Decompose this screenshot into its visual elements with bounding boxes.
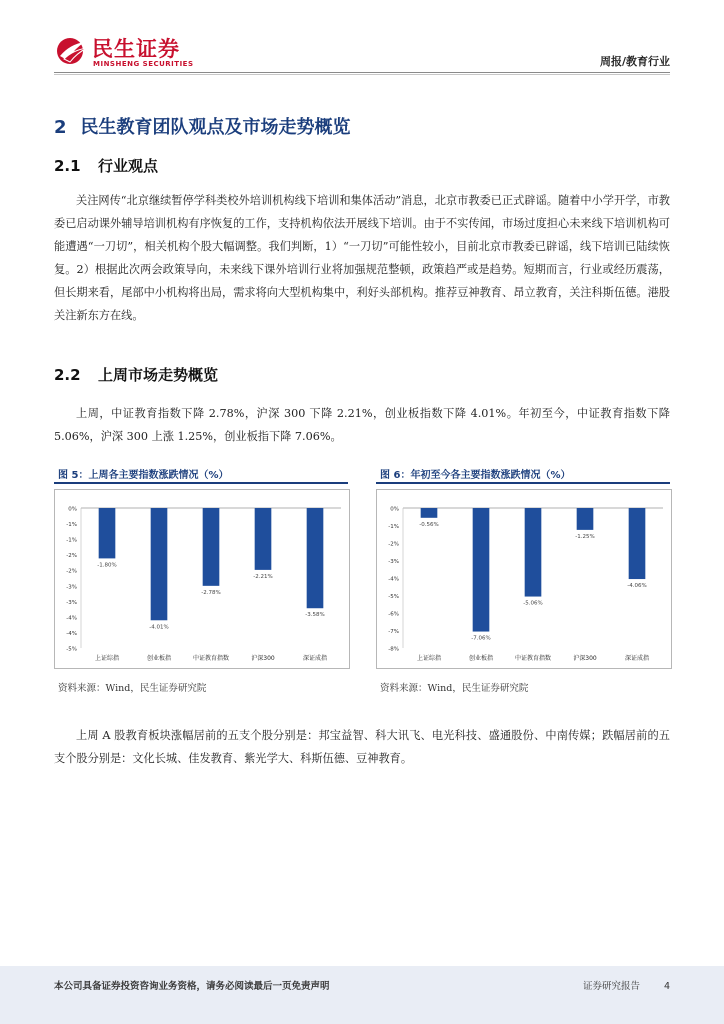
bar <box>99 508 116 558</box>
y-tick-label: -5% <box>66 646 77 653</box>
x-category-label: 深证成指 <box>302 655 328 662</box>
figure-6-rule <box>376 482 670 484</box>
footer-disclaimer: 本公司具备证券投资咨询业务资格，请务必阅读最后一页免责声明 <box>54 981 330 992</box>
bar-value-label: -2.78% <box>201 589 221 596</box>
x-category-label: 中证教育指数 <box>514 655 552 662</box>
bar-value-label: -2.21% <box>253 573 273 580</box>
bar-value-label: -4.01% <box>149 624 169 631</box>
paragraph-text: 上周，中证教育指数下降 2.78%，沪深 300 下降 2.21%，创业板指数下降 4.01%。年初至今，中证教育指数下降 5.06%，沪深 300 上涨 1.25%，创业板指下降 7.06%。 <box>54 407 670 443</box>
x-category-label: 沪深300 <box>573 655 597 662</box>
market-overview-paragraph <box>54 402 670 448</box>
industry-view-paragraph <box>54 189 670 327</box>
subsection-title: 上周市场走势概览 <box>98 366 219 384</box>
y-tick-label: -1% <box>66 537 77 544</box>
y-tick-label: -3% <box>66 599 77 606</box>
bar-value-label: -0.56% <box>419 521 439 528</box>
report-type: 周报/教育行业 <box>599 55 670 68</box>
bar-value-label: -5.06% <box>523 600 543 607</box>
bar-value-label: -1.25% <box>575 533 595 540</box>
paragraph-text: 关注网传“北京继续暂停学科类校外培训机构线下培训和集体活动”消息，北京市教委已正式辟谣。随着中小学开学，市教委已启动课外辅导培训机构有序恢复的工作，支持机构依法开展线下培训。由于不实传闻，市场过度担心未来线下培训机构可能遭遇“一刀切”，相关机构个股大幅调整。我们判断，1）“一刀切”可能性较小，目前北京市教委已辟谣，线下培训已陆续恢复。2）根据此次两会政策导向，未来线下课外培训行业将加强规范整顿，政策趋严或是趋势。短期而言，行业或经历震荡，但长期来看，尾部中小机构将出局，需求将向大型机构集中，利好头部机构。推荐豆神教育、昂立教育，关注科斯伍德。港股关注新东方在线。 <box>54 194 670 322</box>
y-tick-label: -1% <box>388 524 399 530</box>
bar <box>473 508 490 632</box>
y-tick-label: 0% <box>390 506 399 513</box>
brand-name: 民生证券 <box>92 37 180 61</box>
subsection-heading-2-2 <box>54 364 218 385</box>
paragraph-text: 上周 A 股教育板块涨幅居前的五支个股分别是：邦宝益智、科大讯飞、电光科技、盛通股份、中南传媒；跌幅居前的五支个股分别是：文化长城、佳发教育、紫光学大、科斯伍德、豆神教育。 <box>54 729 670 765</box>
y-tick-label: -2% <box>66 568 77 575</box>
x-category-label: 上证综指 <box>94 655 120 662</box>
y-tick-label: -4% <box>388 576 399 583</box>
y-tick-label: -4% <box>66 615 77 622</box>
subsection-heading-2-1 <box>54 155 158 176</box>
figure-6-source: 资料来源：Wind，民生证券研究院 <box>380 683 529 694</box>
y-tick-label: -1% <box>66 522 77 529</box>
bar-value-label: -7.06% <box>471 635 491 642</box>
section-title: 民生教育团队观点及市场走势概览 <box>80 117 351 138</box>
figure-6-title: 图 6：年初至今各主要指数涨跌情况（%） <box>380 470 571 481</box>
y-tick-label: -2% <box>388 541 399 548</box>
bar <box>421 508 438 518</box>
bar <box>151 508 168 620</box>
x-category-label: 中证教育指数 <box>192 655 230 662</box>
bar <box>203 508 220 586</box>
figure-6-chart <box>376 489 672 669</box>
page-number: 4 <box>663 981 670 992</box>
brand-logo-icon <box>55 36 89 66</box>
bar <box>307 508 324 608</box>
header-divider-thin <box>54 74 670 75</box>
bar <box>629 508 646 579</box>
header-divider <box>54 72 670 73</box>
footer-label: 证券研究报告 <box>582 981 640 992</box>
figure-5-source: 资料来源：Wind，民生证券研究院 <box>58 683 207 694</box>
y-tick-label: -3% <box>66 584 77 591</box>
subsection-title: 行业观点 <box>98 157 159 175</box>
y-tick-label: -7% <box>388 629 399 635</box>
y-tick-label: -3% <box>388 559 399 565</box>
footer-meta <box>583 978 670 992</box>
x-category-label: 创业板指 <box>146 655 172 662</box>
bar-value-label: -4.06% <box>627 583 647 590</box>
y-tick-label: -8% <box>388 646 399 653</box>
figure-5-rule <box>54 482 348 484</box>
y-tick-label: -5% <box>388 594 399 600</box>
bar-value-label: -1.80% <box>97 562 117 569</box>
subsection-number: 2.2 <box>54 366 81 384</box>
figure-5-title: 图 5：上周各主要指数涨跌情况（%） <box>58 470 229 481</box>
x-category-label: 创业板指 <box>468 655 494 662</box>
x-category-label: 上证综指 <box>416 655 442 662</box>
x-category-label: 沪深300 <box>251 655 275 662</box>
figure-5-chart <box>54 489 350 669</box>
bar <box>525 508 542 597</box>
y-tick-label: 0% <box>68 506 77 513</box>
x-category-label: 深证成指 <box>624 655 650 662</box>
brand-name-en: MINSHENG SECURITIES <box>93 60 194 68</box>
y-tick-label: -6% <box>388 611 399 618</box>
bar <box>577 508 594 530</box>
section-heading <box>54 113 351 139</box>
y-tick-label: -2% <box>66 553 77 560</box>
section-number: 2 <box>54 117 67 138</box>
bar <box>255 508 272 570</box>
bar-value-label: -3.58% <box>305 612 325 619</box>
top-stocks-paragraph <box>54 724 670 770</box>
footer-bar <box>0 966 724 1024</box>
subsection-number: 2.1 <box>54 157 81 175</box>
y-tick-label: -4% <box>66 630 77 637</box>
